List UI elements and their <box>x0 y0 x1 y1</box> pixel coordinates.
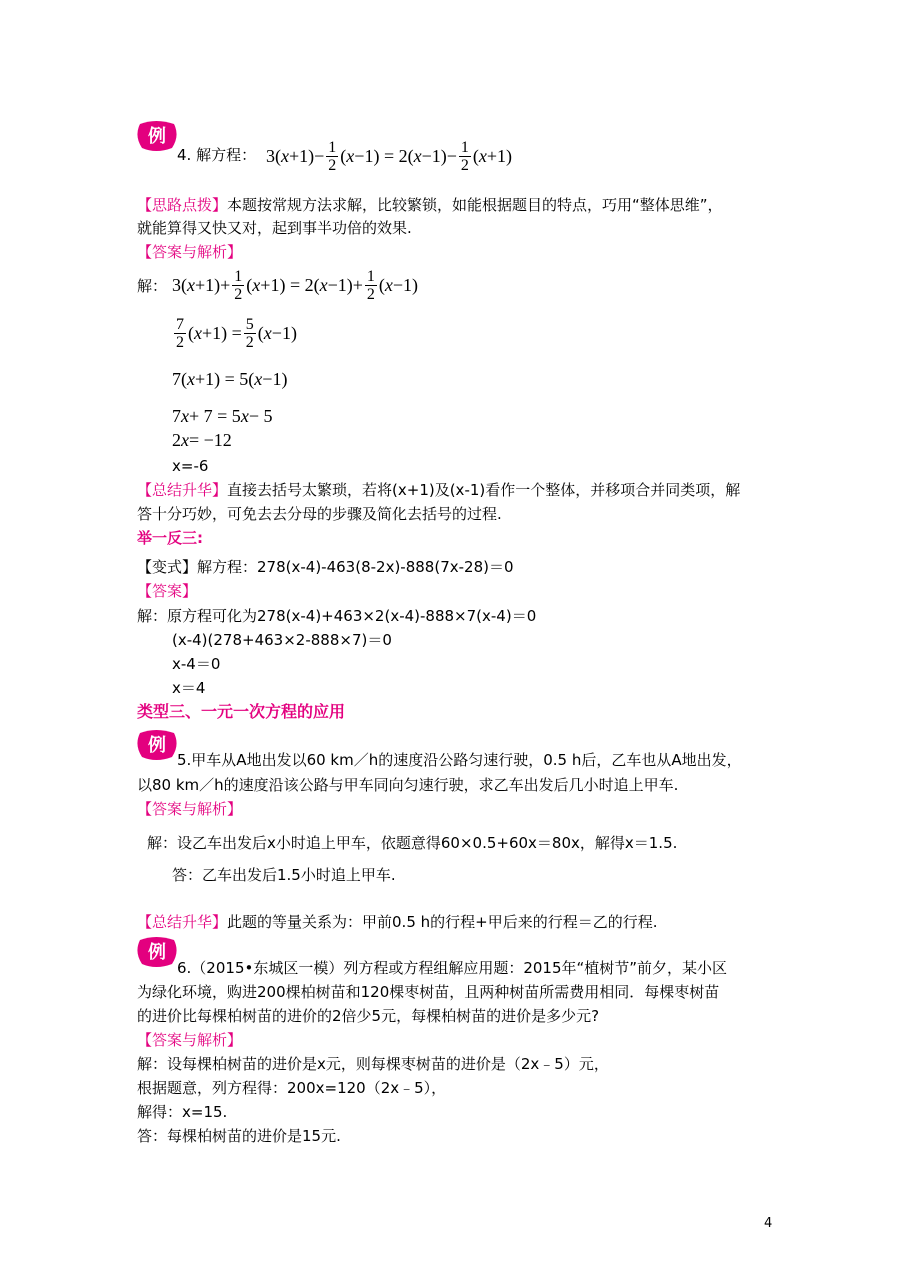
svg-text:例: 例 <box>148 735 166 756</box>
variant-solution-3: x-4＝0 <box>172 655 221 673</box>
inference-heading: 举一反三: <box>137 529 203 547</box>
example-badge-6 <box>136 936 178 968</box>
variant-solution-4: x＝4 <box>172 679 206 697</box>
example-6-solution-1: 解：设每棵柏树苗的进价是x元，则每棵枣树苗的进价是（2x﹣5）元， <box>137 1055 609 1073</box>
example-5-line-2: 以80 km／h的速度沿该公路与甲车同向匀速行驶，求乙车出发后几小时追上甲车. <box>137 776 679 794</box>
hint-line-2: 就能算得又快又对，起到事半功倍的效果. <box>137 219 412 237</box>
example-4-equation: 3( x +1)− $\frac{1}{2}$ ( x −1) = 2( x −1)− $\frac{1}{2}$ ( x +1) <box>266 138 513 174</box>
example-6-line-2: 为绿化环境，购进200棵柏树苗和120棵枣树苗，且两种树苗所需费用相同．每棵枣树苗 <box>137 983 720 1001</box>
svg-text:例: 例 <box>148 126 166 147</box>
summary-tag: 【总结升华】 <box>137 481 228 499</box>
example-badge-4 <box>136 120 178 152</box>
example-6-solution-2: 根据题意，列方程得：200x=120（2x﹣5）， <box>137 1079 447 1097</box>
answer-tag-5: 【答案与解析】 <box>137 800 243 818</box>
example-5-line-1: 5.甲车从A地出发以60 km／h的速度沿公路匀速行驶，0.5 h后，乙车也从A地出发， <box>177 751 742 769</box>
summary-1-line-1: 【总结升华】直接去括号太繁琐，若将(x+1)及(x-1)看作一个整体，并移项合并同类项，解 <box>137 481 741 499</box>
example-5-solution: 解：设乙车出发后x小时追上甲车，依题意得60×0.5+60x＝80x，解得x＝1.5. <box>147 834 678 852</box>
answer-tag-variant: 【答案】 <box>137 582 198 600</box>
variant-solution-1: 解：原方程可化为278(x-4)+463×2(x-4)-888×7(x-4)＝0 <box>137 607 537 625</box>
solution-4-lead: 解： <box>137 277 168 295</box>
hint-line-1: 【思路点拨】本题按常规方法求解，比较繁锁，如能根据题目的特点，巧用“整体思维”， <box>137 196 723 214</box>
answer-tag-4: 【答案与解析】 <box>137 243 243 261</box>
solution-4-step-5: 2 x = −12 <box>172 430 232 450</box>
solution-4-step-2: $\frac{7}{2}$ ( x +1) = $\frac{5}{2}$ ( x −1) <box>176 315 297 351</box>
example-6-solution-3: 解得：x=15. <box>137 1103 228 1121</box>
summary-1-line-2: 答十分巧妙，可免去去分母的步骤及简化去括号的过程. <box>137 505 502 523</box>
example-6-solution-4: 答：每棵柏树苗的进价是15元. <box>137 1127 341 1145</box>
hint-tag: 【思路点拨】 <box>137 196 228 214</box>
solution-4-step-1: 3( x +1)+ $\frac{1}{2}$ ( x +1) = 2( x −1)+ $\frac{1}{2}$ ( x −1) <box>172 267 419 303</box>
section-3-heading: 类型三、一元一次方程的应用 <box>137 702 346 721</box>
svg-text:例: 例 <box>148 942 166 963</box>
example-badge-5 <box>136 729 178 761</box>
solution-4-step-6: x=-6 <box>172 457 209 475</box>
page-number: 4 <box>764 1216 773 1231</box>
solution-4-step-4: 7 x + 7 = 5 x − 5 <box>172 406 273 426</box>
summary-2: 【总结升华】此题的等量关系为：甲前0.5 h的行程+甲后来的行程＝乙的行程. <box>137 913 658 931</box>
solution-4-step-3: 7( x +1) = 5( x −1) <box>172 369 288 389</box>
example-5-answer: 答：乙车出发后1.5小时追上甲车. <box>172 866 396 884</box>
answer-tag-6: 【答案与解析】 <box>137 1031 243 1049</box>
variant-problem: 【变式】解方程：278(x-4)-463(8-2x)-888(7x-28)＝0 <box>137 558 514 576</box>
example-6-line-1: 6.（2015•东城区一模）列方程或方程组解应用题：2015年“植树节”前夕，某小区 <box>177 959 728 977</box>
example-6-line-3: 的进价比每棵柏树苗的进价的2倍少5元，每棵柏树苗的进价是多少元? <box>137 1007 600 1025</box>
variant-solution-2: (x-4)(278+463×2-888×7)＝0 <box>172 631 392 649</box>
example-4-prompt: 4. 解方程： <box>177 146 257 164</box>
